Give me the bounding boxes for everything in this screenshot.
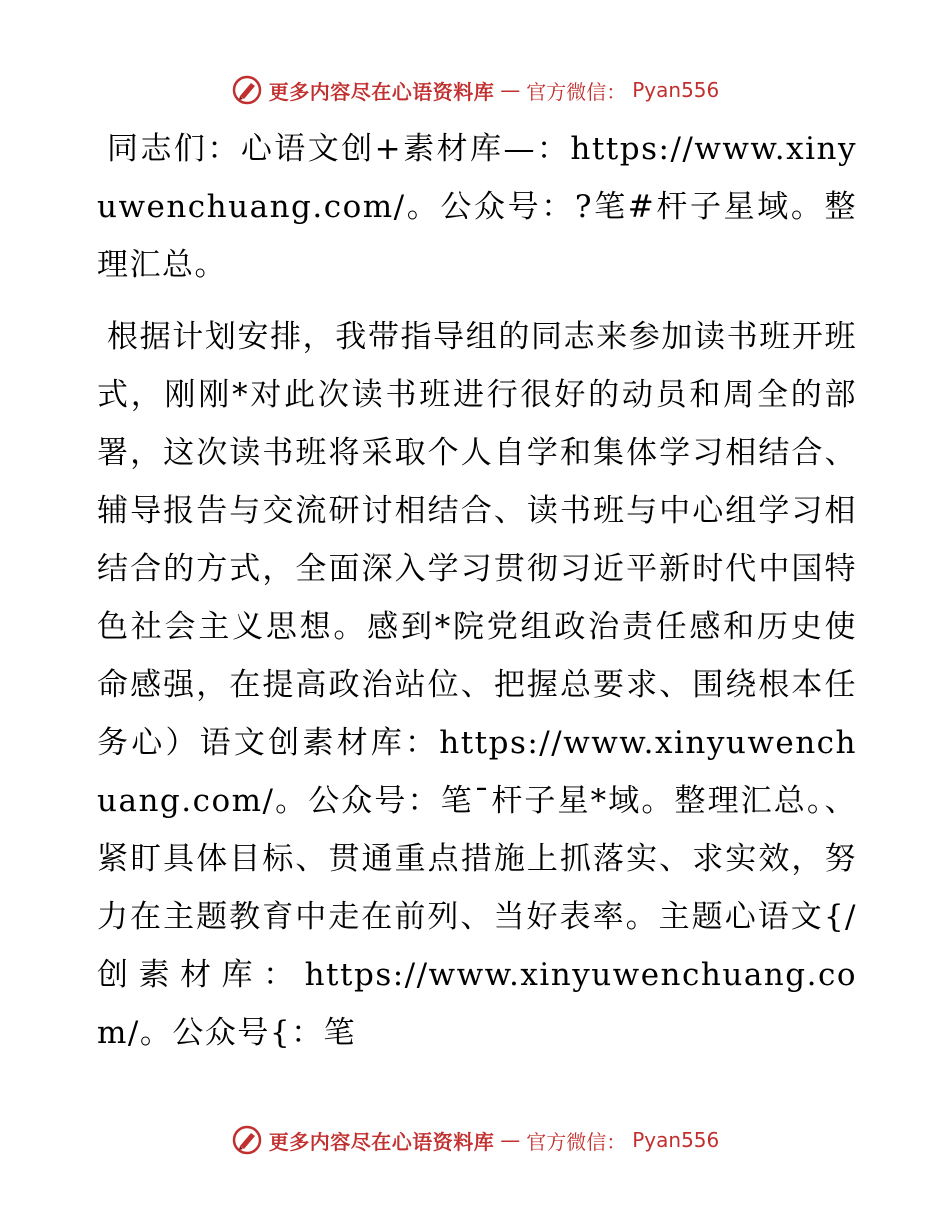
page-header-watermark [0,70,950,110]
paragraph-2: 根据计划安排，我带指导组的同志来参加读书班开班式，刚刚*对此次读书班进行很好的动员和周全的部署，这次读书班将采取个人自学和集体学习相结合、辅导报告与交流研讨相结合、读书班与中心组学习相结合的方式，全面深入学习贯彻习近平新时代中国特色社会主义思想。感到*院党组政治责任感和历史使命感强，在提高政治站位、把握总要求、围绕根本任务心）语文创素材库：https://www.xinyuwenchuang.com/。公众号：笔¯杆子星*域。整理汇总。、紧盯具体目标、贯通重点措施上抓落实、求实效，努力在主题教育中走在前列、当好表率。主题心语文{/创素材库：https://www.xinyuwenchuang.com/。公众号{：笔 [97,319,857,1051]
footer-contact-label: 官方微信： [526,1129,627,1154]
document-body [97,120,857,1062]
footer-brand-text: 更多内容尽在心语资料库 [268,1129,495,1154]
header-brand-text: 更多内容尽在心语资料库 [268,79,495,104]
page-footer-watermark [0,1120,950,1160]
header-separator: — [500,78,521,102]
pen-logo-icon [231,1124,263,1156]
footer-separator: — [500,1128,521,1152]
header-contact-id: Pyan556 [632,78,720,102]
header-contact-label: 官方微信： [526,79,627,104]
footer-contact-id: Pyan556 [632,1128,720,1152]
paragraph-1: 同志们：心语文创+素材库—：https://www.xinyuwenchuang.com/。公众号：?笔#杆子星域。整理汇总。 [97,131,857,283]
pen-logo-icon [231,74,263,106]
